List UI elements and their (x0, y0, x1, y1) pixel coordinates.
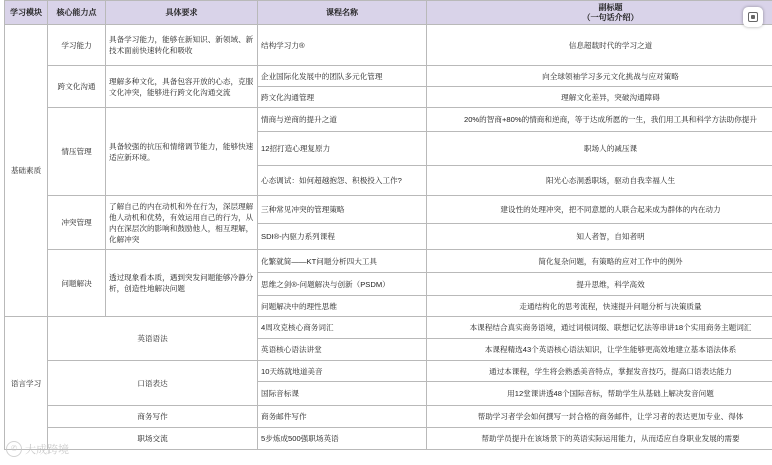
header-requirement: 具体要求 (106, 1, 258, 25)
course-name-cell: 问题解决中的理性思维 (258, 296, 427, 317)
ability-cell: 学习能力 (48, 25, 106, 66)
course-name-cell: SDI®-内驱力系列课程 (258, 224, 427, 250)
ability-cell: 问题解决 (48, 250, 106, 317)
course-subtitle-cell: 信息超载时代的学习之道 (427, 25, 772, 66)
requirement-cell: 具备学习能力，能够在新知识、新领域、新技术面前快速转化和吸收 (106, 25, 258, 66)
course-name-cell: 10天练就地道美音 (258, 361, 427, 382)
watermark-text: 大成跨境 (25, 444, 69, 456)
ability-cell: 口语表达 (48, 361, 258, 406)
table-row (5, 317, 772, 339)
course-subtitle-cell: 本课程精选43个英语核心语法知识，让学生能够更高效地建立基本语法体系 (427, 339, 772, 361)
course-name-cell: 思维之剑®-问题解决与创新（PSDM） (258, 273, 427, 296)
table-row (5, 250, 772, 273)
scan-icon[interactable] (743, 7, 763, 27)
course-name-cell: 跨文化沟通管理 (258, 87, 427, 108)
ability-cell: 冲突管理 (48, 196, 106, 250)
course-name-cell: 5步炼成500强职场英语 (258, 428, 427, 450)
course-subtitle-cell: 职场人的减压课 (427, 132, 772, 166)
course-name-cell: 商务邮件写作 (258, 406, 427, 428)
course-subtitle-cell: 走通结构化的思考流程，快速提升问题分析与决策质量 (427, 296, 772, 317)
course-name-cell: 化繁就简——KT问题分析四大工具 (258, 250, 427, 273)
ability-cell: 商务写作 (48, 406, 258, 428)
course-name-cell: 情商与逆商的提升之道 (258, 108, 427, 132)
table-row (5, 108, 772, 132)
course-subtitle-cell: 向全球领袖学习多元文化挑战与应对策略 (427, 66, 772, 87)
header-ability: 核心能力点 (48, 1, 106, 25)
course-subtitle-cell: 帮助学习者学会如何撰写一封合格的商务邮件，让学习者的表达更加专业、得体 (427, 406, 772, 428)
ability-cell: 情压管理 (48, 108, 106, 196)
course-name-cell: 心态调试：如何超越抱怨、积极投入工作? (258, 166, 427, 196)
requirement-cell: 理解多种文化，具备包容开放的心态，克服文化冲突，能够进行跨文化沟通交流 (106, 66, 258, 108)
header-subtitle: 副标题 （一句话介绍） (427, 1, 772, 25)
course-subtitle-cell: 阳光心态洞悉职场，驱动自我幸福人生 (427, 166, 772, 196)
course-name-cell: 三种常见冲突的管理策略 (258, 196, 427, 224)
course-name-cell: 结构学习力® (258, 25, 427, 66)
requirement-cell: 了解自己的内在动机和外在行为，深层理解他人动机和优势，有效运用自己的行为，从内在深层次的影响和鼓励他人，相互理解，化解冲突 (106, 196, 258, 250)
requirement-cell: 透过现象看本质，遇到突发问题能够冷静分析，创造性地解决问题 (106, 250, 258, 317)
course-subtitle-cell: 用12堂课讲透48个国际音标，帮助学生从基础上解决发音问题 (427, 382, 772, 406)
ability-cell: 跨文化沟通 (48, 66, 106, 108)
course-name-cell: 英语核心语法讲堂 (258, 339, 427, 361)
course-subtitle-cell: 20%的智商+80%的情商和逆商，等于达成所愿的一生，我们用工具和科学方法助你提升 (427, 108, 772, 132)
watermark (6, 441, 69, 457)
header-course-name: 课程名称 (258, 1, 427, 25)
course-table (4, 0, 772, 450)
course-subtitle-cell: 知人者智，自知者明 (427, 224, 772, 250)
ability-cell: 英语语法 (48, 317, 258, 361)
course-name-cell: 4周攻克核心商务词汇 (258, 317, 427, 339)
ability-cell: 职场交流 (48, 428, 258, 450)
table-row (5, 66, 772, 87)
module-cell: 基础素质 (5, 25, 48, 317)
requirement-cell: 具备较强的抗压和情绪调节能力，能够快速适应新环境。 (106, 108, 258, 196)
table-row (5, 406, 772, 428)
module-cell: 语言学习 (5, 317, 48, 450)
course-subtitle-cell: 通过本课程，学生将会熟悉美音特点，掌握发音技巧，提高口语表达能力 (427, 361, 772, 382)
course-subtitle-cell: 提升思维，科学高效 (427, 273, 772, 296)
course-subtitle-cell: 本课程结合真实商务语境，通过词根词缀、联想记忆法等串讲18个实用商务主题词汇 (427, 317, 772, 339)
header-module: 学习模块 (5, 1, 48, 25)
course-subtitle-cell: 帮助学员提升在该场景下的英语实际运用能力，从而适应自身职业发展的需要 (427, 428, 772, 450)
watermark-logo-icon: ✆ (6, 441, 22, 457)
course-name-cell: 12招打造心理复原力 (258, 132, 427, 166)
course-name-cell: 国际音标课 (258, 382, 427, 406)
table-row (5, 428, 772, 450)
course-name-cell: 企业国际化发展中的团队多元化管理 (258, 66, 427, 87)
table-row (5, 361, 772, 382)
table-header-row (5, 1, 772, 25)
table-row (5, 25, 772, 66)
course-subtitle-cell: 理解文化差异，突破沟通障碍 (427, 87, 772, 108)
course-subtitle-cell: 简化复杂问题，有策略的应对工作中的例外 (427, 250, 772, 273)
table-row (5, 196, 772, 224)
course-subtitle-cell: 建设性的处理冲突，把不同意愿的人联合起来成为群体的内在动力 (427, 196, 772, 224)
